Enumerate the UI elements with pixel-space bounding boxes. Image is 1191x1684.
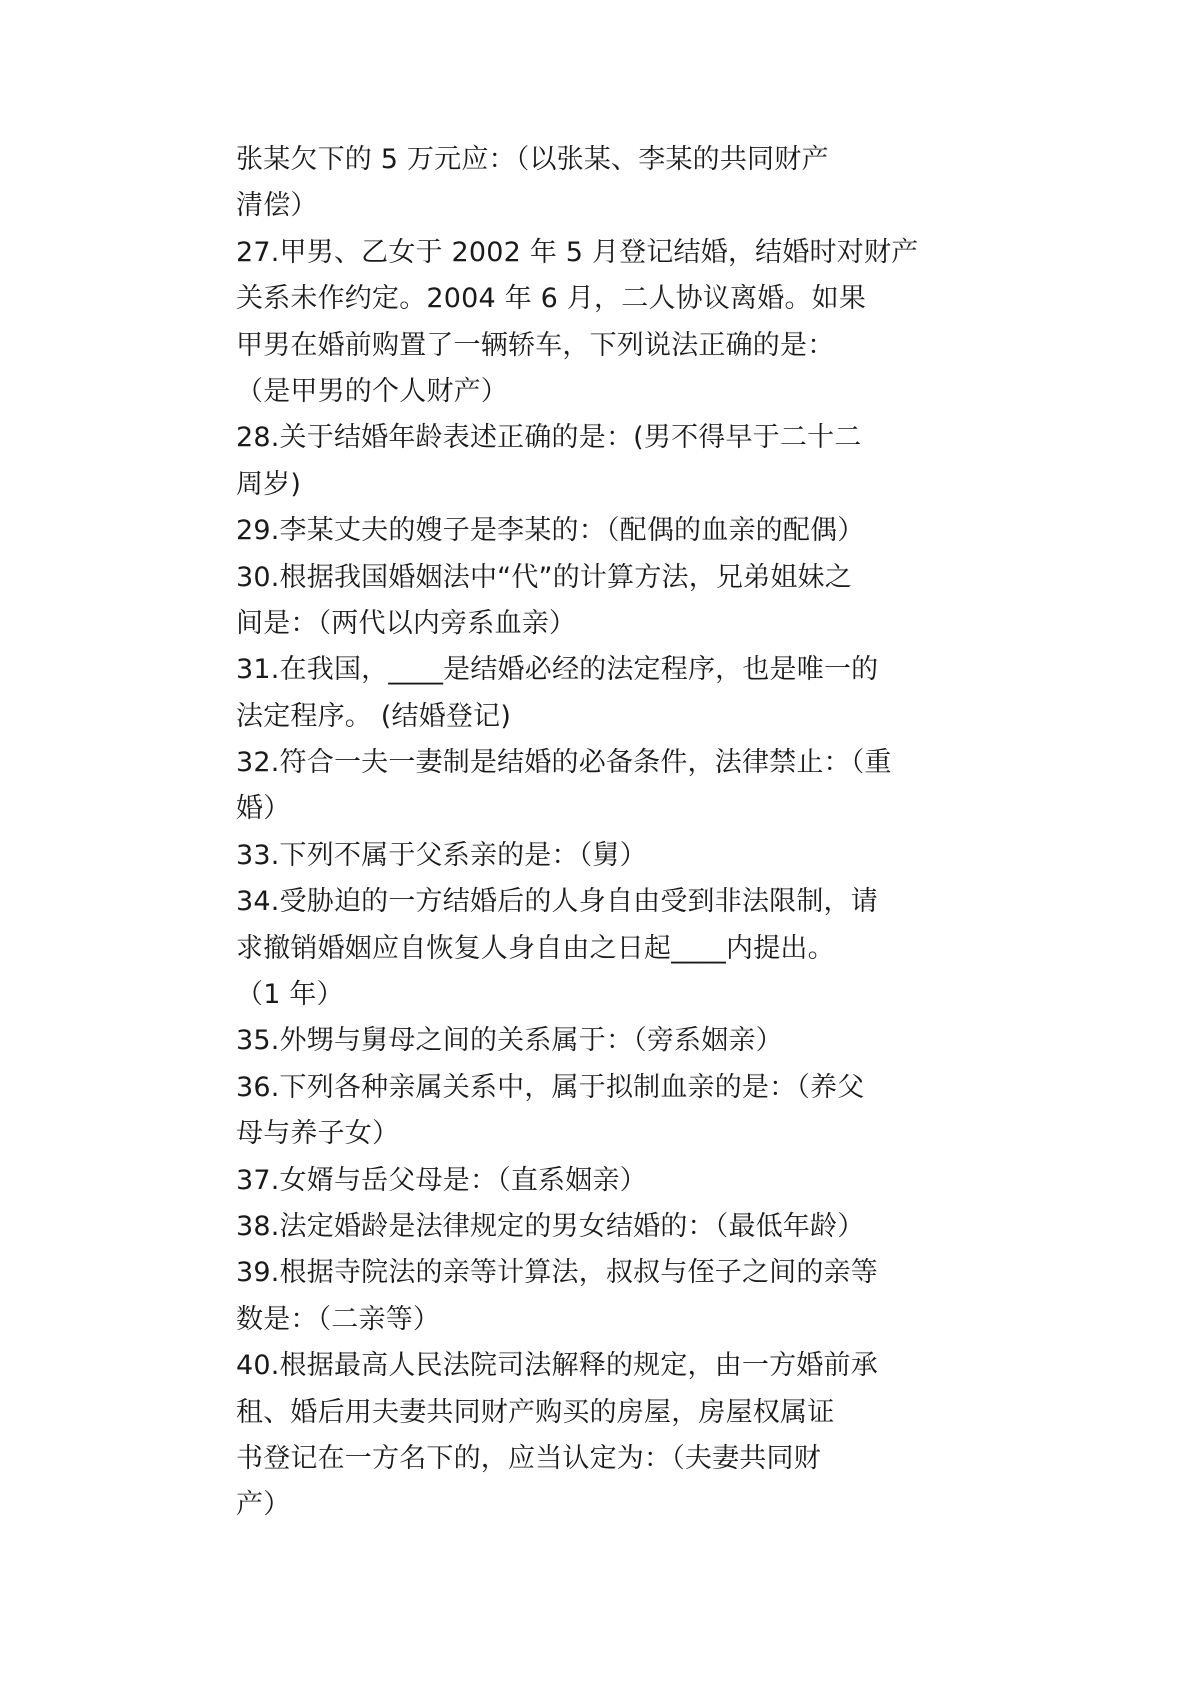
question-31-line: 31.在我国，____是结婚必经的法定程序，也是唯一的 [236, 654, 879, 686]
question-39-line: 39.根据寺院法的亲等计算法，叔叔与侄子之间的亲等 [236, 1257, 878, 1289]
question-32-line: 32.符合一夫一妻制是结婚的必备条件，法律禁止：（重 [236, 747, 892, 779]
text-line: 母与养子女） [236, 1118, 400, 1150]
answer-line: （是甲男的个人财产） [236, 375, 508, 407]
text-line: 法定程序。 (结婚登记) [236, 700, 512, 732]
question-30-line: 30.根据我国婚姻法中“代”的计算方法，兄弟姐妹之 [236, 561, 852, 593]
text-line: 甲男在婚前购置了一辆轿车，下列说法正确的是： [236, 329, 835, 361]
document-body [236, 137, 936, 1529]
question-29-line: 29.李某丈夫的嫂子是李某的：（配偶的血亲的配偶） [236, 515, 865, 547]
question-35-line: 35.外甥与舅母之间的关系属于：（旁系姻亲） [236, 1025, 783, 1057]
text-line: 求撤销婚姻应自恢复人身自由之日起____内提出。 [236, 932, 835, 964]
question-28-line: 28.关于结婚年龄表述正确的是：(男不得早于二十二 [236, 422, 862, 454]
question-37-line: 37.女婿与岳父母是：（直系姻亲） [236, 1164, 647, 1196]
text-line: 间是：（两代以内旁系血亲） [236, 607, 577, 639]
text-line: 婚） [236, 793, 291, 825]
question-34-line: 34.受胁迫的一方结婚后的人身自由受到非法限制，请 [236, 886, 878, 918]
question-27-line: 27.甲男、乙女于 2002 年 5 月登记结婚，结婚时对财产 [236, 236, 919, 268]
text-line: 清偿） [236, 190, 318, 222]
text-line: 书登记在一方名下的，应当认定为：（夫妻共同财 [236, 1442, 821, 1474]
text-line: 关系未作约定。2004 年 6 月，二人协议离婚。如果 [236, 283, 867, 315]
text-line: 周岁) [236, 468, 302, 500]
question-36-line: 36.下列各种亲属关系中，属于拟制血亲的是：（养父 [236, 1071, 865, 1103]
question-33-line: 33.下列不属于父系亲的是：（舅） [236, 839, 647, 871]
answer-line: （1 年） [236, 979, 344, 1011]
question-38-line: 38.法定婚龄是法律规定的男女结婚的：（最低年龄） [236, 1210, 865, 1242]
text-line: 张某欠下的 5 万元应：（以张某、李某的共同财产 [236, 144, 829, 175]
question-40-line: 40.根据最高人民法院司法解释的规定，由一方婚前承 [236, 1350, 878, 1382]
text-line: 租、婚后用夫妻共同财产购买的房屋，房屋权属证 [236, 1396, 835, 1428]
text-line: 数是：（二亲等） [236, 1303, 441, 1335]
text-line: 产） [236, 1489, 291, 1521]
